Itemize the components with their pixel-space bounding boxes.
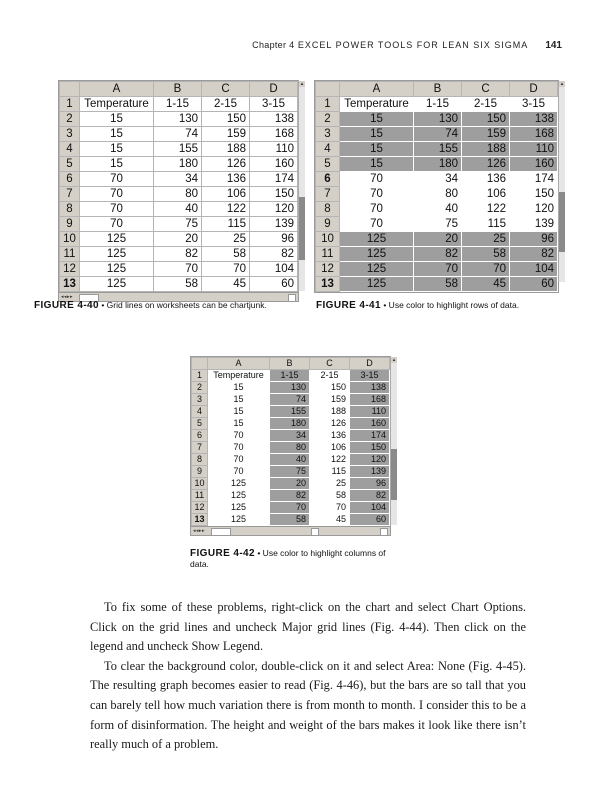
- cell[interactable]: 70: [370, 203, 383, 215]
- table-row: [316, 127, 558, 142]
- cell[interactable]: 120: [534, 203, 554, 215]
- cell[interactable]: 20: [154, 232, 202, 247]
- cell[interactable]: 40: [445, 203, 458, 215]
- row-header[interactable]: 12: [192, 502, 208, 514]
- cell[interactable]: 70: [335, 502, 346, 512]
- figure-label: FIGURE 4-41: [316, 300, 381, 311]
- cell[interactable]: 136: [486, 173, 506, 185]
- cell[interactable]: 20: [270, 478, 310, 490]
- cell[interactable]: 15: [340, 127, 414, 142]
- cell[interactable]: 155: [154, 142, 202, 157]
- scroll-box[interactable]: [311, 528, 319, 536]
- cell[interactable]: 82: [270, 490, 310, 502]
- cell[interactable]: 82: [250, 247, 298, 262]
- cell[interactable]: 96: [350, 478, 390, 490]
- cell[interactable]: 75: [270, 466, 310, 478]
- scroll-thumb[interactable]: [559, 192, 565, 252]
- row-header[interactable]: 9: [316, 217, 340, 232]
- cell[interactable]: 136: [330, 430, 346, 440]
- cell[interactable]: 130: [154, 112, 202, 127]
- table-row: [60, 262, 298, 277]
- cell[interactable]: 130: [270, 382, 310, 394]
- cell[interactable]: 125: [80, 277, 154, 292]
- header-cell[interactable]: 2-15: [320, 370, 339, 380]
- row-header[interactable]: 3: [192, 394, 208, 406]
- table-row: [192, 478, 390, 490]
- cell[interactable]: 40: [270, 454, 310, 466]
- spreadsheet-column-highlight: [190, 356, 396, 536]
- cell[interactable]: 125: [230, 502, 247, 512]
- spreadsheet-row-highlight: [314, 80, 564, 293]
- header-cell[interactable]: 2-15: [202, 97, 250, 112]
- cell[interactable]: 115: [331, 466, 346, 476]
- figure-4-40-caption: [34, 300, 274, 311]
- cell[interactable]: 155: [414, 142, 462, 157]
- cell[interactable]: 125: [80, 232, 154, 247]
- table-row: [60, 112, 298, 127]
- table-row: [192, 430, 390, 442]
- cell[interactable]: 174: [350, 430, 390, 442]
- row-header[interactable]: 4: [316, 142, 340, 157]
- cell[interactable]: 150: [350, 442, 390, 454]
- column-header-row: [192, 358, 390, 370]
- cell[interactable]: 160: [350, 418, 390, 430]
- table-row: [60, 247, 298, 262]
- cell[interactable]: 136: [202, 172, 250, 187]
- row-header[interactable]: 1: [316, 97, 340, 112]
- cell[interactable]: 180: [414, 157, 462, 172]
- header-cell[interactable]: 2-15: [473, 98, 498, 110]
- cell[interactable]: 168: [510, 127, 558, 142]
- cell[interactable]: 122: [330, 454, 346, 464]
- cell[interactable]: 25: [335, 478, 346, 488]
- cell[interactable]: 125: [80, 262, 154, 277]
- cell[interactable]: 188: [330, 406, 346, 416]
- cell[interactable]: 45: [335, 514, 346, 524]
- cell[interactable]: 70: [80, 202, 154, 217]
- cell[interactable]: 15: [340, 142, 414, 157]
- cell[interactable]: 15: [233, 406, 244, 416]
- spreadsheet-grid-lines: [58, 80, 304, 302]
- cell[interactable]: 70: [370, 218, 383, 230]
- row-header[interactable]: 3: [60, 127, 80, 142]
- cell[interactable]: 138: [250, 112, 298, 127]
- row-header[interactable]: 5: [316, 157, 340, 172]
- cell[interactable]: 125: [340, 247, 414, 262]
- cell[interactable]: 70: [414, 262, 462, 277]
- cell[interactable]: 82: [350, 490, 390, 502]
- cell[interactable]: 70: [270, 502, 310, 514]
- cell[interactable]: 115: [487, 218, 506, 230]
- chapter-title: EXCEL POWER TOOLS FOR LEAN SIX SIGMA: [297, 40, 528, 50]
- chapter-label: Chapter 4: [252, 40, 295, 50]
- cell[interactable]: 104: [250, 262, 298, 277]
- table-row: [316, 187, 558, 202]
- row-header[interactable]: 9: [192, 466, 208, 478]
- row-header[interactable]: 7: [60, 187, 80, 202]
- row-header[interactable]: 8: [60, 202, 80, 217]
- cell[interactable]: 34: [445, 173, 458, 185]
- row-header[interactable]: 1: [192, 370, 208, 382]
- cell[interactable]: 159: [202, 127, 250, 142]
- select-all-corner[interactable]: [60, 82, 80, 97]
- cell[interactable]: 70: [233, 454, 244, 464]
- table-row: [192, 454, 390, 466]
- figure-4-41: [314, 80, 564, 293]
- cell[interactable]: 150: [250, 187, 298, 202]
- sheet-nav-arrows-icon[interactable]: ◂◂▸▸: [61, 294, 74, 300]
- cell[interactable]: 125: [340, 262, 414, 277]
- cell[interactable]: 25: [202, 232, 250, 247]
- cell[interactable]: 126: [330, 418, 346, 428]
- row-header[interactable]: 10: [60, 232, 80, 247]
- cell[interactable]: 150: [330, 382, 346, 392]
- table-row: [192, 418, 390, 430]
- cell[interactable]: 82: [510, 247, 558, 262]
- cell[interactable]: 188: [202, 142, 250, 157]
- caption-text: • Use color to highlight rows of data.: [380, 300, 520, 310]
- header-cell[interactable]: 3-15: [521, 98, 546, 110]
- cell[interactable]: 155: [270, 406, 310, 418]
- table-row: [192, 442, 390, 454]
- cell[interactable]: 150: [202, 112, 250, 127]
- cell[interactable]: 58: [154, 277, 202, 292]
- column-header-a[interactable]: A: [340, 82, 414, 97]
- row-header[interactable]: 5: [60, 157, 80, 172]
- row-header[interactable]: 13: [192, 514, 208, 526]
- cell[interactable]: 125: [340, 277, 414, 292]
- cell[interactable]: 126: [462, 157, 510, 172]
- row-header[interactable]: 4: [192, 406, 208, 418]
- scroll-thumb[interactable]: [299, 197, 305, 260]
- column-header-b[interactable]: B: [414, 82, 462, 97]
- cell[interactable]: 96: [510, 232, 558, 247]
- table-row: [316, 157, 558, 172]
- table-row: [60, 172, 298, 187]
- table-row: [316, 97, 558, 112]
- table-row: [60, 127, 298, 142]
- cell[interactable]: 130: [414, 112, 462, 127]
- table-row: [60, 217, 298, 232]
- row-header[interactable]: 8: [192, 454, 208, 466]
- horizontal-scrollbar[interactable]: [191, 526, 390, 535]
- cell[interactable]: 58: [414, 277, 462, 292]
- cell[interactable]: 125: [230, 490, 247, 500]
- cell[interactable]: 74: [414, 127, 462, 142]
- cell[interactable]: 80: [270, 442, 310, 454]
- sheet-nav-arrows-icon[interactable]: ◂◂▸▸: [193, 528, 206, 534]
- cell[interactable]: 174: [534, 173, 554, 185]
- cell[interactable]: 25: [462, 232, 510, 247]
- table-row: [192, 502, 390, 514]
- cell[interactable]: 15: [340, 157, 414, 172]
- header-cell[interactable]: 3-15: [250, 97, 298, 112]
- cell[interactable]: 70: [370, 173, 383, 185]
- scroll-thumb[interactable]: [391, 449, 397, 499]
- cell[interactable]: 15: [233, 418, 244, 428]
- header-cell[interactable]: Temperature: [344, 98, 409, 110]
- row-header[interactable]: 13: [60, 277, 80, 292]
- cell[interactable]: 159: [462, 127, 510, 142]
- column-header-d[interactable]: D: [250, 82, 298, 97]
- cell[interactable]: 126: [202, 157, 250, 172]
- row-header[interactable]: 6: [60, 172, 80, 187]
- table-row: [60, 202, 298, 217]
- paragraph: To clear the background color, double-click on it and select Area: None (Fig. 4-45). The resulting graph becomes easier to read (Fig. 4-46), but the bars are so tall that you can barely tell how much variation there is from month to month. I consider this to be a form of disinformation. The height and weight of the bars makes it look like there isn’t really much of a problem.: [90, 658, 526, 752]
- cell[interactable]: 45: [462, 277, 510, 292]
- cell[interactable]: 138: [510, 112, 558, 127]
- row-header[interactable]: 6: [316, 172, 340, 187]
- table-row: [316, 112, 558, 127]
- cell[interactable]: 60: [250, 277, 298, 292]
- column-header-row: [316, 82, 558, 97]
- cell[interactable]: 96: [250, 232, 298, 247]
- row-header[interactable]: 10: [192, 478, 208, 490]
- cell[interactable]: 15: [80, 157, 154, 172]
- table-row: [60, 277, 298, 292]
- cell[interactable]: 104: [350, 502, 390, 514]
- caption-text: • Use color to highlight columns of data.: [190, 548, 386, 569]
- cell[interactable]: 70: [80, 217, 154, 232]
- cell[interactable]: 74: [270, 394, 310, 406]
- paragraph: To fix some of these problems, right-click on the chart and select Chart Options. Click on the grid lines and uncheck Major grid lines (Fig. 4-44). Then click on the legend and uncheck Show Legend.: [90, 600, 526, 654]
- cell[interactable]: 180: [270, 418, 310, 430]
- row-header[interactable]: 7: [192, 442, 208, 454]
- column-header-c[interactable]: C: [462, 82, 510, 97]
- cell[interactable]: 139: [250, 217, 298, 232]
- figure-4-40: [58, 80, 304, 302]
- table-row: [192, 514, 390, 526]
- row-header[interactable]: 6: [192, 430, 208, 442]
- cell[interactable]: 160: [250, 157, 298, 172]
- row-header[interactable]: 8: [316, 202, 340, 217]
- cell[interactable]: 138: [350, 382, 390, 394]
- table-row: [316, 217, 558, 232]
- page-number: 141: [545, 40, 562, 51]
- row-header[interactable]: 2: [316, 112, 340, 127]
- scroll-up-icon[interactable]: ▴: [392, 357, 396, 363]
- row-header[interactable]: 7: [316, 187, 340, 202]
- row-header[interactable]: 11: [316, 247, 340, 262]
- cell[interactable]: 106: [202, 187, 250, 202]
- cell[interactable]: 70: [233, 466, 244, 476]
- cell[interactable]: 125: [340, 232, 414, 247]
- column-header-a[interactable]: A: [80, 82, 154, 97]
- cell[interactable]: 20: [414, 232, 462, 247]
- cell[interactable]: 82: [154, 247, 202, 262]
- cell[interactable]: 58: [270, 514, 310, 526]
- scroll-right-icon[interactable]: [288, 294, 296, 302]
- row-header[interactable]: 2: [60, 112, 80, 127]
- sheet-tab[interactable]: [211, 528, 231, 536]
- header-cell[interactable]: 3-15: [350, 370, 390, 382]
- cell[interactable]: 15: [80, 127, 154, 142]
- cell[interactable]: 70: [80, 187, 154, 202]
- cell[interactable]: 15: [80, 112, 154, 127]
- column-header-b[interactable]: B: [154, 82, 202, 97]
- table-row: [192, 466, 390, 478]
- cell[interactable]: 139: [350, 466, 390, 478]
- row-header[interactable]: 11: [60, 247, 80, 262]
- cell[interactable]: 70: [370, 188, 383, 200]
- cell[interactable]: 70: [154, 262, 202, 277]
- cell[interactable]: 106: [486, 188, 506, 200]
- scroll-up-icon[interactable]: ▴: [560, 81, 564, 87]
- header-cell[interactable]: 1-15: [425, 98, 450, 110]
- table-row: [316, 262, 558, 277]
- cell[interactable]: 34: [154, 172, 202, 187]
- vertical-scrollbar[interactable]: [558, 81, 565, 282]
- table-row: [60, 157, 298, 172]
- cell[interactable]: 40: [154, 202, 202, 217]
- row-header[interactable]: 13: [316, 277, 340, 292]
- table-row: [316, 277, 558, 292]
- cell[interactable]: 110: [350, 406, 390, 418]
- row-header[interactable]: 2: [192, 382, 208, 394]
- cell[interactable]: 115: [202, 217, 250, 232]
- cell[interactable]: 74: [154, 127, 202, 142]
- column-header-row: [60, 82, 298, 97]
- cell[interactable]: 125: [230, 478, 247, 488]
- scroll-up-icon[interactable]: ▴: [300, 81, 304, 87]
- table-row: [60, 142, 298, 157]
- column-header-b[interactable]: B: [270, 358, 310, 370]
- cell[interactable]: 70: [462, 262, 510, 277]
- table-row: [192, 406, 390, 418]
- header-cell[interactable]: 1-15: [154, 97, 202, 112]
- row-header[interactable]: 12: [60, 262, 80, 277]
- column-header-c[interactable]: C: [310, 358, 350, 370]
- cell[interactable]: 15: [233, 382, 244, 392]
- cell[interactable]: 110: [250, 142, 298, 157]
- cell[interactable]: 58: [462, 247, 510, 262]
- cell[interactable]: 168: [350, 394, 390, 406]
- cell[interactable]: 120: [250, 202, 298, 217]
- cell[interactable]: 180: [154, 157, 202, 172]
- row-header[interactable]: 9: [60, 217, 80, 232]
- vertical-scrollbar[interactable]: [390, 357, 397, 525]
- cell[interactable]: 125: [80, 247, 154, 262]
- row-header[interactable]: 1: [60, 97, 80, 112]
- cell[interactable]: 34: [270, 430, 310, 442]
- row-header[interactable]: 3: [316, 127, 340, 142]
- cell[interactable]: 188: [462, 142, 510, 157]
- figure-label: FIGURE 4-42: [190, 548, 255, 559]
- header-cell[interactable]: Temperature: [80, 97, 154, 112]
- cell[interactable]: 80: [445, 188, 458, 200]
- cell[interactable]: 150: [462, 112, 510, 127]
- cell[interactable]: 70: [80, 172, 154, 187]
- cell[interactable]: 122: [486, 203, 506, 215]
- select-all-corner[interactable]: [192, 358, 208, 370]
- cell[interactable]: 70: [233, 430, 244, 440]
- cell[interactable]: 75: [445, 218, 458, 230]
- table-row: [316, 232, 558, 247]
- cell[interactable]: 15: [80, 142, 154, 157]
- cell[interactable]: 15: [233, 394, 244, 404]
- cell[interactable]: 104: [510, 262, 558, 277]
- table-row: [60, 97, 298, 112]
- cell[interactable]: 160: [510, 157, 558, 172]
- cell[interactable]: 120: [350, 454, 390, 466]
- table-row: [316, 142, 558, 157]
- table-row: [316, 172, 558, 187]
- figure-label: FIGURE 4-40: [34, 300, 99, 311]
- vertical-scrollbar[interactable]: [298, 81, 305, 291]
- table-row: [316, 247, 558, 262]
- cell[interactable]: 168: [250, 127, 298, 142]
- cell[interactable]: 106: [330, 442, 346, 452]
- table-row: [192, 370, 390, 382]
- cell[interactable]: 139: [534, 218, 554, 230]
- figure-4-42: [190, 356, 396, 536]
- header-cell[interactable]: 1-15: [270, 370, 310, 382]
- running-header: [252, 40, 562, 51]
- cell[interactable]: 45: [202, 277, 250, 292]
- table-row: [60, 232, 298, 247]
- cell[interactable]: 174: [250, 172, 298, 187]
- row-header[interactable]: 11: [192, 490, 208, 502]
- cell[interactable]: 15: [340, 112, 414, 127]
- cell[interactable]: 60: [350, 514, 390, 526]
- column-header-a[interactable]: A: [208, 358, 270, 370]
- caption-text: • Grid lines on worksheets can be chartjunk.: [98, 300, 267, 310]
- cell[interactable]: 70: [202, 262, 250, 277]
- column-header-c[interactable]: C: [202, 82, 250, 97]
- table-row: [192, 382, 390, 394]
- cell[interactable]: 82: [414, 247, 462, 262]
- cell[interactable]: 58: [202, 247, 250, 262]
- figure-4-41-caption: [316, 300, 576, 311]
- body-text: [90, 598, 526, 755]
- row-header[interactable]: 4: [60, 142, 80, 157]
- cell[interactable]: 70: [233, 442, 244, 452]
- cell[interactable]: 110: [510, 142, 558, 157]
- cell[interactable]: 58: [335, 490, 346, 500]
- cell[interactable]: 60: [510, 277, 558, 292]
- table-row: [192, 394, 390, 406]
- cell[interactable]: 159: [330, 394, 346, 404]
- row-header[interactable]: 12: [316, 262, 340, 277]
- row-header[interactable]: 10: [316, 232, 340, 247]
- table-row: [316, 202, 558, 217]
- column-header-d[interactable]: D: [350, 358, 390, 370]
- cell[interactable]: 80: [154, 187, 202, 202]
- figure-4-42-caption: [190, 548, 405, 570]
- cell[interactable]: 150: [534, 188, 554, 200]
- header-cell[interactable]: Temperature: [213, 370, 264, 380]
- cell[interactable]: 75: [154, 217, 202, 232]
- table-row: [192, 490, 390, 502]
- row-header[interactable]: 5: [192, 418, 208, 430]
- cell[interactable]: 125: [230, 514, 247, 524]
- column-header-d[interactable]: D: [510, 82, 558, 97]
- scroll-right-icon[interactable]: [380, 528, 388, 536]
- select-all-corner[interactable]: [316, 82, 340, 97]
- table-row: [60, 187, 298, 202]
- cell[interactable]: 122: [202, 202, 250, 217]
